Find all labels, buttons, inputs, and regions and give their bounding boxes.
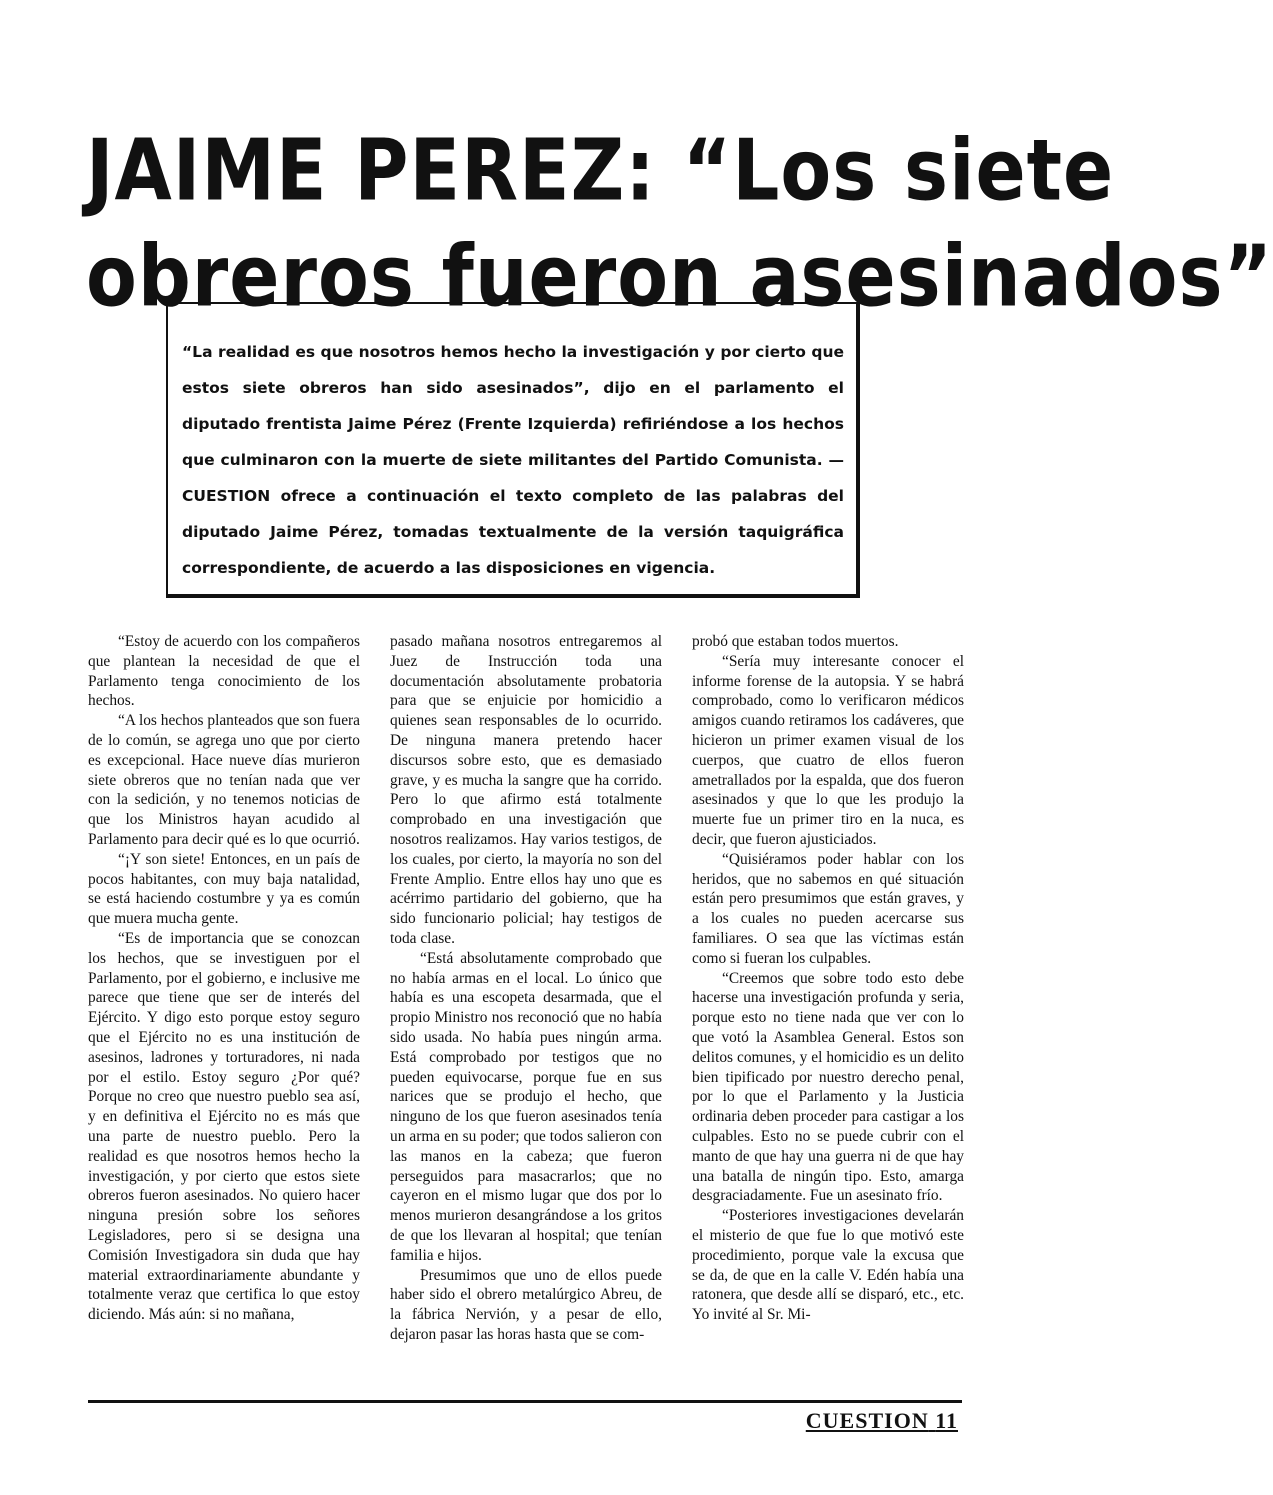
- paragraph: “Sería muy interesante conocer el informe forense de la autopsia. Y se habrá comprobado, como lo verificaron médicos amigos cuando retiramos los cadáveres, que hicieron un primer examen visual de los cuerpos, que cuatro de ellos fueron ametrallados por la espalda, que dos fueron asesinados y que lo que les produjo la muerte fue un primer tiro en la nuca, es decir, que fueron ajusticiados.: [692, 652, 964, 848]
- paragraph: “Estoy de acuerdo con los compañeros que plantean la necesidad de que el Parlamento tenga conocimiento de los hechos.: [88, 633, 360, 710]
- magazine-name: CUESTION: [805, 1408, 929, 1433]
- paragraph: “Es de importancia que se conozcan los hechos, que se investiguen por el Parlamento, por el gobierno, e inclusive me parece que tiene que ser de interés del Ejército. Y digo esto porque estoy seguro que el Ejército no es una institución de asesinos, ladrones y torturadores, ni nada por el estilo. Estoy seguro ¿Por qué? Porque no creo que nuestro pueblo sea así, y en definitiva el Ejército no es más que una parte de nuestro pueblo. Pero la realidad es que nosotros hemos hecho la investigación, y por cierto que estos siete obreros fueron asesinados. No quiero hacer ninguna presión sobre los señores Legisladores, pero si se designa una Comisión Investigadora sin duda que hay material extraordinariamente abundante y totalmente veraz que certifica lo que estoy diciendo. Más aún: si no mañana,: [88, 929, 360, 1324]
- column-3: [692, 632, 964, 1388]
- article-columns: [88, 632, 964, 1388]
- headline-line-2: obreros fueron asesinados”: [86, 227, 1273, 327]
- paragraph: “A los hechos planteados que son fuera de lo común, se agrega uno que por cierto es excepcional. Hace nueve días murieron siete obreros que no tenían nada que ver con la sedición, y no tenemos noticias de que los Ministros hayan acudido al Parlamento para decir qué es lo que ocurrió.: [88, 712, 360, 848]
- paragraph: “Posteriores investigaciones develarán el misterio de que fue lo que motivó este procedimiento, porque vale la excusa que se da, de que en la calle V. Edén había una ratonera, que desde allí se disparó, etc., etc. Yo invité al Sr. Mi-: [692, 1207, 964, 1324]
- footer-rule: [88, 1400, 962, 1403]
- paragraph: “Quisiéramos poder hablar con los heridos, que no sabemos en qué situación están pero presumimos que están graves, y a los cuales no pueden acercarse sus familiares. O sea que las víctimas están como si fueran los culpables.: [692, 850, 964, 967]
- headline: [86, 118, 1273, 330]
- paragraph: “¡Y son siete! Entonces, en un país de pocos habitantes, con muy baja natalidad, se está haciendo costumbre y ya es común que muera mucha gente.: [88, 850, 360, 928]
- column-2: [390, 632, 662, 1388]
- paragraph: Presumimos que uno de ellos puede haber sido el obrero metalúrgico Abreu, de la fábrica Nervión, y a pesar de ello, dejaron pasar las horas hasta que se com-: [390, 1266, 662, 1343]
- column-1: [88, 632, 360, 1388]
- paragraph: “Está absolutamente comprobado que no había armas en el local. Lo único que había es una escopeta desarmada, que el propio Ministro nos reconoció que no había sido usada. No había pues ningún arma. Está comprobado por testigos que no pueden equivocarse, porque fue en sus narices que se produjo el hecho, que ninguno de los que fueron asesinados tenía un arma en su poder; que todos salieron con las manos en la cabeza; que fueron perseguidos para masacrarlos; que no cayeron en el mismo lugar que dos por lo menos murieron desangrándose a los gritos de que los llevaran al hospital; que tenían familia e hijos.: [390, 949, 662, 1264]
- page-number: 11: [935, 1408, 958, 1433]
- paragraph: probó que estaban todos muertos.: [692, 633, 899, 650]
- headline-line-1: JAIME PEREZ: “Los siete: [86, 121, 1115, 221]
- paragraph: “Creemos que sobre todo esto debe hacerse una investigación profunda y seria, porque esto no tiene nada que ver con lo que votó la Asamblea General. Estos son delitos comunes, y el homicidio es un delito bien tipificado por nuestro derecho penal, por lo que el Parlamento y la Justicia ordinaria deben proceder para castigar a los culpables. Esto no se puede cubrir con el manto de que hay una guerra ni de que hay una batalla de ningún tipo. Esto, amarga desgraciadamente. Fue un asesinato frío.: [692, 969, 964, 1205]
- intro-box: [166, 302, 860, 598]
- paragraph: pasado mañana nosotros entregaremos al Juez de Instrucción toda una documentación absolutamente probatoria para que se enjuicie por homicidio a quienes sean responsables de lo ocurrido. De ninguna manera pretendo hacer discursos sobre esto, que es demasiado grave, y es mucha la sangre que ha corrido. Pero lo que afirmo está totalmente comprobado en una investigación que nosotros realizamos. Hay varios testigos, de los cuales, por cierto, la mayoría no son del Frente Amplio. Entre ellos hay uno que es acérrimo partidario del gobierno, que ha sido funcionario policial; hay testigos de toda clase.: [390, 633, 662, 947]
- page-footer: [806, 1408, 958, 1434]
- intro-text: “La realidad es que nosotros hemos hecho la investigación y por cierto que estos siete obreros han sido asesinados”, dijo en el parlamento el diputado frentista Jaime Pérez (Frente Izquierda) refiriéndose a los hechos que culminaron con la muerte de siete militantes del Partido Comunista. — CUESTION ofrece a continuación el texto completo de las palabras del diputado Jaime Pérez, tomadas textualmente de la versión taquigráfica correspondiente, de acuerdo a las disposiciones en vigencia.: [182, 343, 844, 577]
